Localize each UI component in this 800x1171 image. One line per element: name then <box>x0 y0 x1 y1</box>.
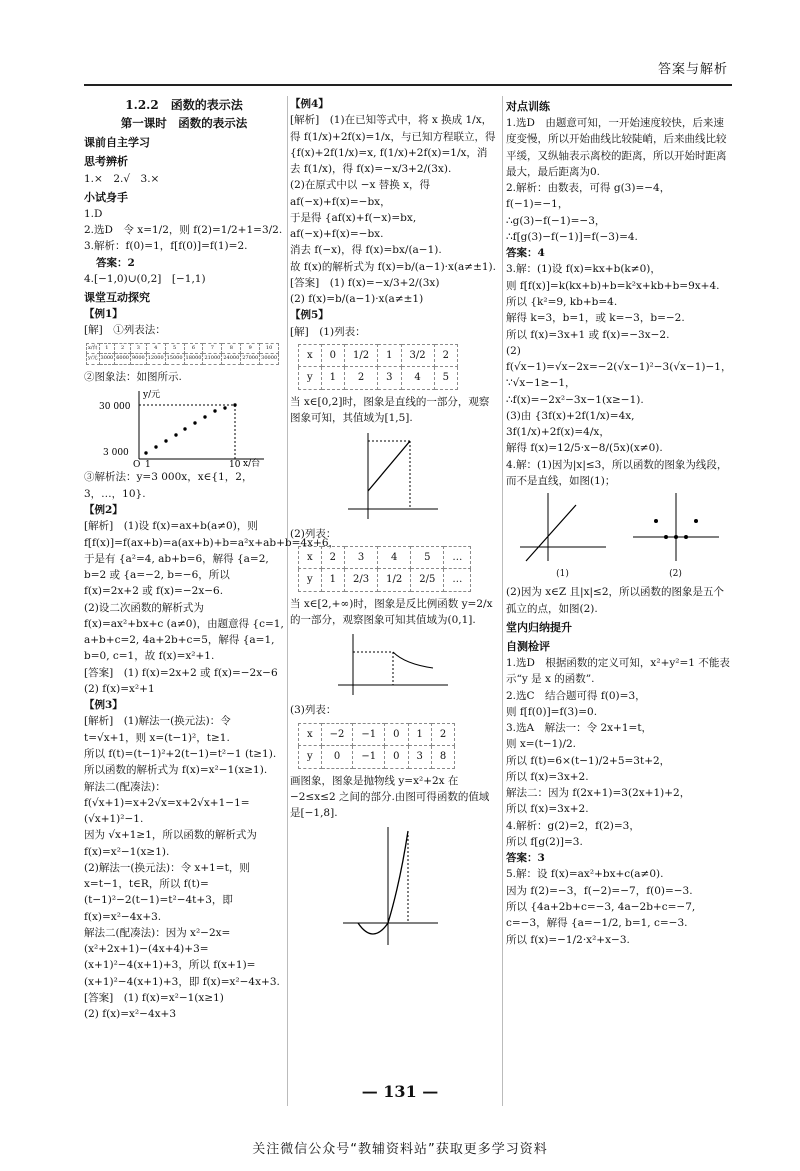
section-title: 1.2.2 函数的表示法 <box>125 98 243 112</box>
text-line: ∴f[g(3)−f(−1)]=f(−3)=4. <box>506 230 638 243</box>
table-cell: x <box>299 723 322 746</box>
tick-label: 3 000 <box>103 448 129 459</box>
table-cell: 0 <box>321 746 353 769</box>
text-line: 画图象，图象是抛物线 y=x²+2x 在 −2≤x≤2 之间的部分.由图可得函数的值域是[−1,8]. <box>290 774 490 820</box>
table-cell: 2 <box>345 367 378 390</box>
column-3 <box>506 96 732 948</box>
table-cell: 12000 <box>146 354 165 365</box>
table-cell: 24000 <box>222 354 241 365</box>
text-line: ∴g(3)−f(−1)=−3， <box>506 214 606 227</box>
header-title: 答案与解析 <box>657 62 728 77</box>
text-line: 则 x=(t−1)/2. <box>506 738 577 751</box>
table-cell: 3 <box>408 746 431 769</box>
text-line: 3.解析：f(0)=1，f[f(0)]=f(1)=2. <box>84 240 248 253</box>
figure-caption: (2) <box>669 569 682 580</box>
text-line: 当 x∈[2,+∞)时，图象是反比例函数 y=2/x 的一部分，观察图象可知其值域为(0,1]. <box>290 597 493 627</box>
points-figure <box>631 491 721 563</box>
table-row <box>299 723 455 746</box>
text-line: 解法二：因为 f(2x+1)=3(2x+1)+2， <box>506 787 691 800</box>
text-line: (2) f(x)=x²+1 <box>84 682 155 695</box>
text-line: (2)列表： <box>290 527 337 540</box>
reciprocal-curve-figure <box>333 630 453 700</box>
section-subtitle: 第一课时 函数的表示法 <box>120 115 248 130</box>
scatter-figure <box>99 387 269 467</box>
text-line: 5.解：设 f(x)=ax²+bx+c(a≠0). <box>506 868 664 881</box>
heading: 自测检评 <box>506 639 550 653</box>
table-cell: 0 <box>321 344 344 367</box>
text-line: 答案：4 <box>506 247 545 260</box>
table-cell: … <box>444 569 471 592</box>
table-cell: 9000 <box>130 354 146 365</box>
header-rule <box>84 84 732 86</box>
text-line: 所以函数的解析式为 f(x)=x²−1(x≥1). <box>84 764 268 777</box>
text-line: 所以 f(t)=(t−1)²+2(t−1)=t²−1 (t≥1). <box>84 748 277 760</box>
text-line: [解析] (1)设 f(x)=ax+b(a≠0)，则 f[f(x)]=f(ax+b)=a(ax+b)+b=a²x+ab+b=4x+6，于是有 {a²=4, ab+b=6，解得 {a=2, b=2 或 {a=−2, b=−6，所以 f(x)=2x+2 或 f(x)=−2x−6. <box>84 520 339 598</box>
value-table <box>298 723 455 769</box>
text-line: 所以 f[g(2)]=3. <box>506 835 583 848</box>
table-cell: 2 <box>115 343 131 354</box>
table-cell: x <box>299 546 322 569</box>
table-cell: 3/2 <box>401 344 434 367</box>
table-row <box>299 569 471 592</box>
table-cell: 3 <box>378 367 401 390</box>
table-cell: 2 <box>431 723 454 746</box>
text-line: (2) f(x)=b/(a−1)·x(a≠±1) <box>290 293 424 306</box>
text-line: [解析] (1)在已知等式中，将 x 换成 1/x，得 f(1/x)+2f(x)=1/x，与已知方程联立，得 {f(x)+2f(1/x)=x, f(1/x)+2f(x)=1/x，消去 f(1/x)，得 f(x)=−x/3+2/(3x). <box>290 114 496 176</box>
figure-caption: (1) <box>556 569 569 580</box>
example-label: 【例3】 <box>84 699 123 712</box>
column-2 <box>290 96 496 950</box>
text-line: 所以 f(t)=6×(t−1)/2+5=3t+2， <box>506 754 671 767</box>
table-row <box>86 343 279 366</box>
scatter-points <box>144 404 236 455</box>
table-cell: y/元 <box>87 354 100 365</box>
text-line: 所以 f(x)=3x+2. <box>506 803 589 816</box>
heading: 思考辨析 <box>84 155 128 169</box>
table-cell: 1/2 <box>378 569 411 592</box>
table-cell: 18000 <box>184 354 203 365</box>
table-cell: 4 <box>146 343 165 354</box>
heading: 课堂互动探究 <box>84 291 150 305</box>
value-table <box>298 344 458 390</box>
figure-2 <box>631 491 721 582</box>
table-cell: y <box>299 569 322 592</box>
figure-1 <box>518 491 608 582</box>
example-label: 【例4】 <box>290 98 329 110</box>
text-line: [解] ①列表法： <box>84 324 166 337</box>
text-line: 4.解析：g(2)=2，f(2)=3， <box>506 819 640 832</box>
table-cell: 0 <box>385 723 408 746</box>
tick-label: 10 <box>229 460 241 468</box>
text-line: (2) f(√x−1)=√x−2x=−2(√x−1)²−3(√x−1)−1， <box>506 344 732 374</box>
table-cell: 2 <box>434 344 457 367</box>
table-cell: 2 <box>321 546 344 569</box>
figure-pair <box>506 491 732 582</box>
text-line: 1.× 2.√ 3.× <box>84 172 160 185</box>
text-line: 3.解：(1)设 f(x)=kx+b(k≠0)， <box>506 263 661 276</box>
table-cell: 15000 <box>165 354 184 365</box>
table-cell: 1/2 <box>345 344 378 367</box>
table-row <box>299 746 455 769</box>
table-cell: −1 <box>353 723 385 746</box>
text-line: 4.[−1,0)∪(0,2] [−1,1) <box>84 272 206 285</box>
text-line: 4.解：(1)因为|x|≤3，所以函数的图象为线段，而不是直线，如图(1)； <box>506 458 728 487</box>
text-line: [答案] (1) f(x)=2x+2 或 f(x)=−2x−6 <box>84 666 278 679</box>
tick-label: 1 <box>145 460 151 468</box>
column-separator <box>502 96 503 1106</box>
footer-note: 关注微信公众号“教辅资料站”获取更多学习资料 <box>252 1142 548 1157</box>
table-cell: 30000 <box>260 354 279 365</box>
text-line: ∴f(x)=−2x²−3x−1(x≥−1). <box>506 393 644 406</box>
table-cell: 6 <box>184 343 203 354</box>
table-cell: 3 <box>345 546 378 569</box>
text-line: (2)在原式中以 −x 替换 x，得 af(−x)+f(x)=−bx， <box>290 179 431 208</box>
column-separator <box>287 96 288 1106</box>
table-cell: 3000 <box>99 354 115 365</box>
text-line: 2.解析：由数表，可得 g(3)=−4，f(−1)=−1， <box>506 182 671 211</box>
axis-label: x/台 <box>243 459 261 468</box>
text-line: 1.选D 由题意可知，一开始速度较快，后来速度变慢，所以开始曲线比较陡峭，后来曲线比较平缓，又纵轴表示离校的距离，所以开始时距离最大，最后距离为0. <box>506 117 727 178</box>
text-line: 因为 √x+1≥1，所以函数的解析式为 f(x)=x²−1(x≥1). <box>84 829 257 858</box>
text-line: (2)因为 x∈Z 且|x|≤2，所以函数的图象是五个孤立的点，如图(2). <box>506 586 725 615</box>
text-line: 3.选A 解法一：令 2x+1=t， <box>506 722 653 735</box>
text-line: (2)解法一(换元法)：令 x+1=t，则 x=t−1，t∈R，所以 f(t)=(t−1)²−2(t−1)=t²−4t+3，即 f(x)=x²−4x+3. <box>84 861 250 923</box>
table-cell: 10 <box>260 343 279 354</box>
table-cell: 1 <box>99 343 115 354</box>
segment-figure <box>518 491 608 563</box>
table-cell: 4 <box>401 367 434 390</box>
table-cell: 2/3 <box>345 569 378 592</box>
text-line: 所以 f(x)=3x+2. <box>506 770 589 783</box>
text-line: (3)列表： <box>290 704 337 717</box>
table-cell: y <box>299 367 322 390</box>
heading: 课前自主学习 <box>84 136 150 150</box>
text-line: 答案：3 <box>506 852 545 865</box>
text-line: 于是得 {af(x)+f(−x)=bx, af(−x)+f(x)=−bx. <box>290 211 417 241</box>
table-cell: 8 <box>222 343 241 354</box>
table-cell: 21000 <box>203 354 222 365</box>
example-label: 【例5】 <box>290 309 329 322</box>
text-line: 则 f[f(x)]=k(kx+b)+b=k²x+kb+b=9x+4. <box>506 279 720 292</box>
table-row <box>87 343 279 354</box>
table-cell: 1 <box>321 569 344 592</box>
text-line: 消去 f(−x)，得 f(x)=bx/(a−1). <box>290 244 442 257</box>
table-cell: 9 <box>241 343 260 354</box>
table-cell: x <box>299 344 322 367</box>
heading: 堂内归纳提升 <box>506 620 572 634</box>
table-cell: … <box>444 546 471 569</box>
text-line: 所以 {4a+2b+c=−3, 4a−2b+c=−7, c=−3，解得 {a=−1/2, b=1, c=−3. <box>506 900 696 930</box>
text-line: 解法二(配凑法)：f(√x+1)=x+2√x=x+2√x+1−1=(√x+1)²−1. <box>84 780 250 826</box>
text-line: 解法二(配凑法)：因为 x²−2x=(x²+2x+1)−(4x+4)+3=(x+1)²−4(x+1)+3，所以 f(x+1)=(x+1)²−4(x+1)+3，即 f(x)=x²−4x+3. <box>84 926 280 988</box>
text-line: 所以 {k²=9, kb+b=4. <box>506 295 618 308</box>
table-cell: 6000 <box>115 354 131 365</box>
text-line: (3)由 {3f(x)+2f(1/x)=4x, 3f(1/x)+2f(x)=4/x， <box>506 409 635 439</box>
text-line: ∵√x−1≥−1， <box>506 377 576 390</box>
text-line: 解得 f(x)=12/5·x−8/(5x)(x≠0). <box>506 442 663 455</box>
table-cell: 1 <box>321 367 344 390</box>
table-cell: 4 <box>378 546 411 569</box>
text-line: [答案] (1) f(x)=−x/3+2/(3x) <box>290 276 440 289</box>
table-cell: y <box>299 746 322 769</box>
tick-label: 30 000 <box>99 402 131 413</box>
text-line: 所以 f(x)=−1/2·x²+x−3. <box>506 933 630 946</box>
table-cell: 7 <box>203 343 222 354</box>
table-row <box>87 354 279 365</box>
table-cell: 8 <box>431 746 454 769</box>
text-line: 所以 f(x)=3x+1 或 f(x)=−3x−2. <box>506 328 670 341</box>
table-cell: 5 <box>411 546 444 569</box>
table-cell: 27000 <box>241 354 260 365</box>
parabola-figure <box>338 823 448 948</box>
tick-label: O <box>133 460 141 468</box>
text-line: 1.D <box>84 207 103 220</box>
text-line: ③解析法：y=3 000x，x∈{1，2，3，…，10}. <box>84 471 253 500</box>
table-row <box>299 367 458 390</box>
line-segment-figure <box>338 429 448 524</box>
text-line: (2)设二次函数的解析式为 f(x)=ax²+bx+c (a≠0)，由题意得 {c=1, a+b+c=2, 4a+2b+c=5，解得 {a=1, b=0, c=1，故 f(x)=x²+1. <box>84 601 284 663</box>
example-label: 【例1】 <box>84 308 123 321</box>
heading: 对点训练 <box>506 100 550 113</box>
table-row <box>299 546 471 569</box>
page-number-value: 131 <box>383 1082 417 1101</box>
table-cell: 3 <box>130 343 146 354</box>
text-line: 1.选D 根据函数的定义可知，x²+y²=1 不能表示“y 是 x 的函数”. <box>506 656 730 686</box>
text-line: 2.选D 令 x=1/2，则 f(2)=1/2+1=3/2. <box>84 224 283 237</box>
table-cell: 0 <box>385 746 408 769</box>
table-cell: 1 <box>378 344 401 367</box>
text-line: [解析] (1)解法一(换元法)：令 t=√x+1，则 x=(t−1)²，t≥1. <box>84 715 231 744</box>
text-line: 解得 k=3，b=1，或 k=−3，b=−2. <box>506 312 685 325</box>
text-line: 因为 f(2)=−3，f(−2)=−7，f(0)=−3. <box>506 884 693 897</box>
text-line: 答案：2 <box>96 256 135 269</box>
text-line: [解] (1)列表： <box>290 325 366 338</box>
table-cell: −1 <box>353 746 385 769</box>
value-table <box>298 546 471 592</box>
table-cell: 1 <box>408 723 431 746</box>
text-line: (2) f(x)=x²−4x+3 <box>84 1008 177 1021</box>
text-line: 2.选C 结合题可得 f(0)=3， <box>506 689 646 702</box>
text-line: 故 f(x)的解析式为 f(x)=b/(a−1)·x(a≠±1). <box>290 260 496 273</box>
page-number: — 131 — <box>361 1082 439 1101</box>
table-cell: 2/5 <box>411 569 444 592</box>
text-line: [答案] (1) f(x)=x²−1(x≥1) <box>84 991 224 1004</box>
example-label: 【例2】 <box>84 504 123 517</box>
text-line: 当 x∈[0,2]时，图象是直线的一部分，观察图象可知，其值域为[1,5]. <box>290 395 490 425</box>
table-row <box>299 344 458 367</box>
axis-label: y/元 <box>143 390 161 401</box>
text-line: ②图象法：如图所示. <box>84 371 182 384</box>
text-line: 则 f[f(0)]=f(3)=0. <box>506 705 598 718</box>
table-cell: 5 <box>165 343 184 354</box>
table-cell: x/台 <box>87 343 100 354</box>
table-cell: −2 <box>321 723 353 746</box>
heading: 小试身手 <box>84 190 128 204</box>
table-cell: 5 <box>434 367 457 390</box>
